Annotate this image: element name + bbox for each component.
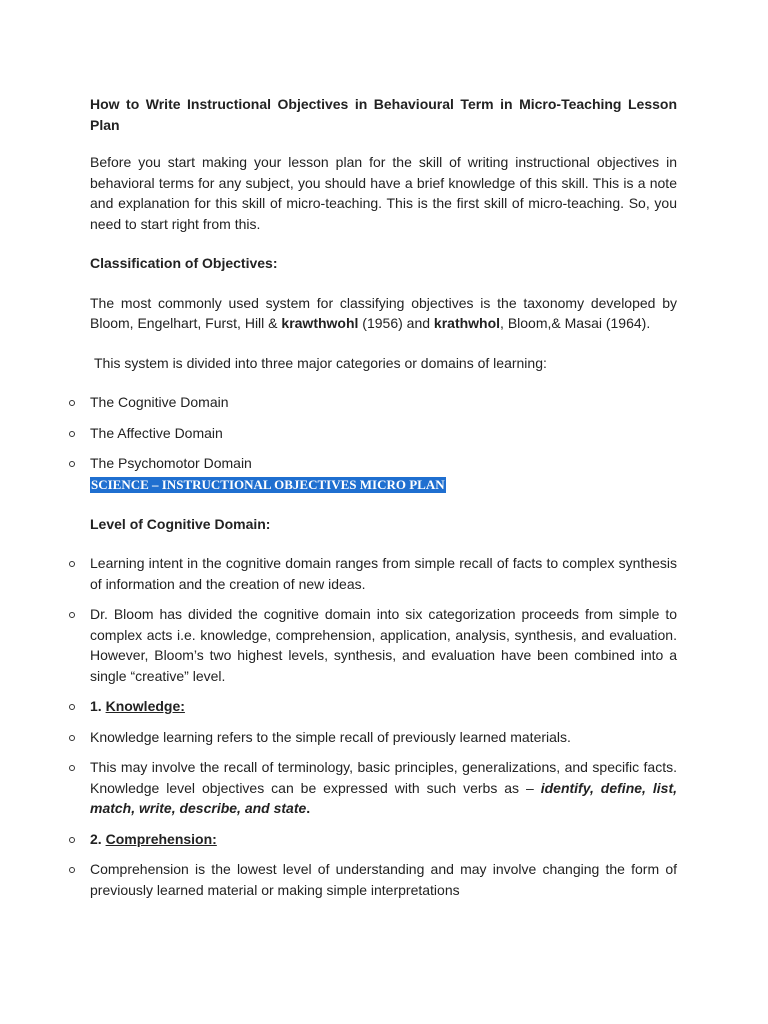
taxonomy-paragraph bbox=[90, 293, 677, 334]
document-content bbox=[90, 94, 677, 900]
cognitive-list bbox=[90, 553, 677, 900]
knowledge-verbs-end: . bbox=[306, 800, 311, 816]
document-title: How to Write Instructional Objectives in Behavioural Term in Micro-Teaching Lesson Plan bbox=[90, 96, 677, 133]
knowledge-number: 1. bbox=[90, 698, 106, 714]
taxonomy-text-1: The most commonly used system for classifying objectives is the taxonomy developed by Bloom, Engelhart, Furst, Hill & bbox=[90, 294, 677, 331]
science-plan-link[interactable]: SCIENCE – INSTRUCTIONAL OBJECTIVES MICRO PLAN bbox=[91, 476, 445, 492]
domains-list bbox=[90, 392, 677, 474]
comprehension-label: Comprehension: bbox=[105, 830, 217, 847]
list-item-knowledge-verbs bbox=[90, 757, 677, 819]
taxonomy-author-1: krawthwohl bbox=[281, 315, 359, 331]
list-item-comprehension-definition: Comprehension is the lowest level of understanding and may involve changing the form of previously learned material or making simple interpretations bbox=[90, 859, 677, 900]
list-item-knowledge-definition: Knowledge learning refers to the simple recall of previously learned materials. bbox=[90, 727, 677, 748]
list-item-learning-intent: Learning intent in the cognitive domain ranges from simple recall of facts to complex synthesis of information and the creation of new ideas. bbox=[90, 553, 677, 594]
list-item-psychomotor-domain: The Psychomotor Domain bbox=[90, 453, 677, 474]
list-item-knowledge-heading bbox=[90, 696, 677, 717]
intro-paragraph: Before you start making your lesson plan for the skill of writing instructional objectives in behavioral terms for any subject, you should have a brief knowledge of this skill. This is a note and explanation for this skill of micro-teaching. This is the first skill of micro-teaching. So, you need to start right from this. bbox=[90, 154, 677, 232]
taxonomy-text-3: , Bloom,& Masai (1964). bbox=[500, 315, 651, 331]
comprehension-number: 2. bbox=[90, 830, 106, 847]
knowledge-label: Knowledge: bbox=[105, 698, 185, 714]
list-item-cognitive-domain: The Cognitive Domain bbox=[90, 392, 677, 413]
knowledge-verbs-list: identify, define, list, match, write, describe, and state bbox=[90, 779, 677, 816]
knowledge-verbs-text: This may involve the recall of terminology, basic principles, generalizations, and specific facts. Knowledge level objectives can be expressed with such verbs as – bbox=[90, 759, 677, 796]
system-intro: This system is divided into three major categories or domains of learning: bbox=[94, 354, 547, 371]
classification-heading: Classification of Objectives: bbox=[90, 255, 278, 271]
taxonomy-author-2: krathwhol bbox=[433, 315, 501, 331]
list-item-affective-domain: The Affective Domain bbox=[90, 423, 677, 444]
list-item-comprehension-heading bbox=[90, 829, 677, 850]
taxonomy-text-2: (1956) and bbox=[358, 315, 434, 331]
list-item-bloom-division: Dr. Bloom has divided the cognitive domain into six categorization proceeds from simple to complex acts i.e. knowledge, comprehension, application, analysis, synthesis, and evaluation. However, Bloom’s two highest levels, synthesis, and evaluation have been combined into a single “creative” level. bbox=[90, 604, 677, 686]
level-heading: Level of Cognitive Domain: bbox=[90, 515, 271, 532]
